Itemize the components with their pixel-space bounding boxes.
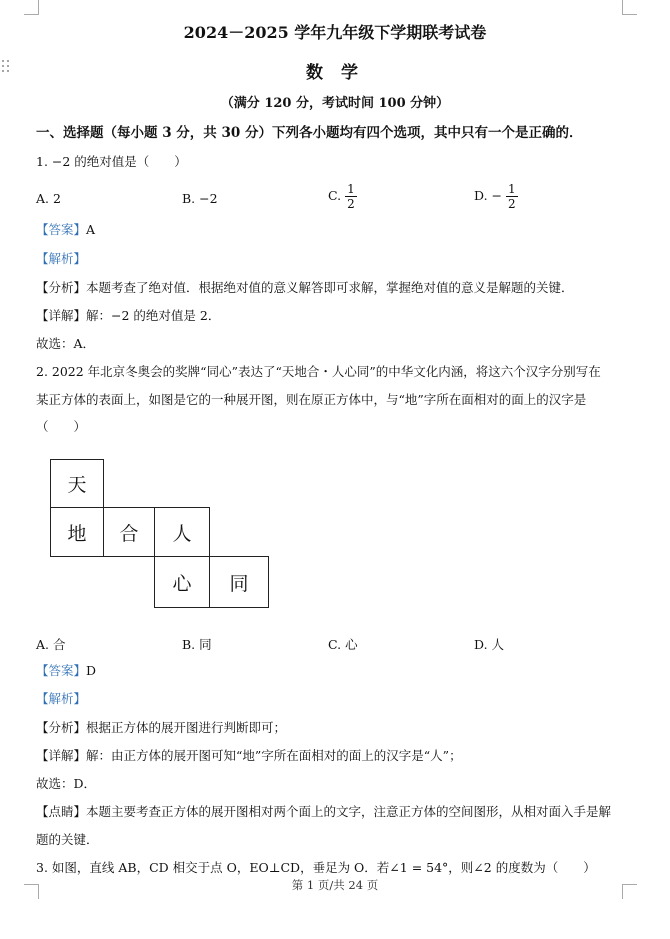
q1-choice: 故选：A． [36,336,96,351]
q2-choice: 故选：D． [36,776,97,791]
q2-stem-line1: 2. 2022 年北京冬奥会的奖牌“同心”表达了“天地合・人心同”的中华文化内涵，将这六个汉字分别写在 [36,364,601,379]
q1-option-d [474,182,518,211]
crop-mark-top-left [24,0,39,15]
q2-option-b: B. 同 [182,637,212,652]
fraction-denominator: 2 [507,197,516,211]
q1-xiangjie: 【详解】解：−2 的绝对值是 2． [36,308,221,323]
fraction-numerator: 1 [507,182,516,196]
q1-option-d-fraction [506,182,518,211]
q2-answer [36,663,96,679]
q1-stem: 1. −2 的绝对值是（ ） [36,154,187,169]
fraction-denominator: 2 [347,197,355,211]
answer-value: D [86,663,97,678]
exam-info: （满分 120 分，考试时间 100 分钟） [220,96,450,111]
section-heading: 一、选择题（每小题 3 分，共 30 分）下列各小题均有四个选项，其中只有一个是正确的． [36,125,583,141]
q1-option-c [328,182,357,211]
q1-answer [36,222,95,238]
q1-option-a: A. 2 [36,191,61,206]
q2-option-a: A. 合 [36,637,66,652]
q2-fenxi: 【分析】根据正方体的展开图进行判断即可； [36,720,287,735]
q1-option-c-fraction [345,182,357,211]
answer-value: A [86,222,96,237]
answer-tag: 【答案】 [36,663,87,678]
net-cell-tong: 同 [209,556,269,608]
q2-xiangjie: 【详解】解：由正方体的展开图可知“地”字所在面相对的面上的汉字是“人”； [36,748,462,763]
q2-dianjing-line2: 题的关键． [36,832,99,847]
subject-title: 数 学 [306,63,364,83]
q2-analysis-tag: 【解析】 [36,691,87,706]
net-cell-ren: 人 [154,507,210,557]
answer-tag: 【答案】 [36,222,87,237]
net-cell-xin: 心 [154,556,210,608]
q1-analysis-tag: 【解析】 [36,251,87,266]
page-number: 第 1 页/共 24 页 [291,878,379,892]
crop-mark-top-right [622,0,637,15]
q2-dianjing-line1: 【点睛】本题主要考查正方体的展开图相对两个面上的文字，注意正方体的空间图形，从相对面入手是解 [36,804,612,819]
net-cell-di: 地 [50,507,104,557]
q3-stem: 3. 如图，直线 AB，CD 相交于点 O，EO⊥CD，垂足为 O．若∠1 = 54°，则∠2 的度数为（ ） [36,860,596,875]
q2-stem-line2: 某正方体的表面上，如图是它的一种展开图，则在原正方体中，与“地”字所在面相对的面上的汉字是 [36,392,587,407]
fraction-numerator: 1 [347,182,355,196]
q1-fenxi: 【分析】本题考查了绝对值．根据绝对值的意义解答即可求解，掌握绝对值的意义是解题的关键． [36,280,574,295]
net-cell-he: 合 [103,507,155,557]
q1-option-b: B. −2 [182,191,218,206]
q2-option-c: C. 心 [328,637,358,652]
net-cell-tian: 天 [50,459,104,508]
q1-option-c-prefix: C. [328,188,342,203]
q1-option-d-prefix: D. − [474,188,502,203]
q2-stem-line3: （ ） [36,419,87,434]
q2-option-d: D. 人 [474,637,505,652]
exam-title: 2024－2025 学年九年级下学期联考试卷 [183,23,487,42]
